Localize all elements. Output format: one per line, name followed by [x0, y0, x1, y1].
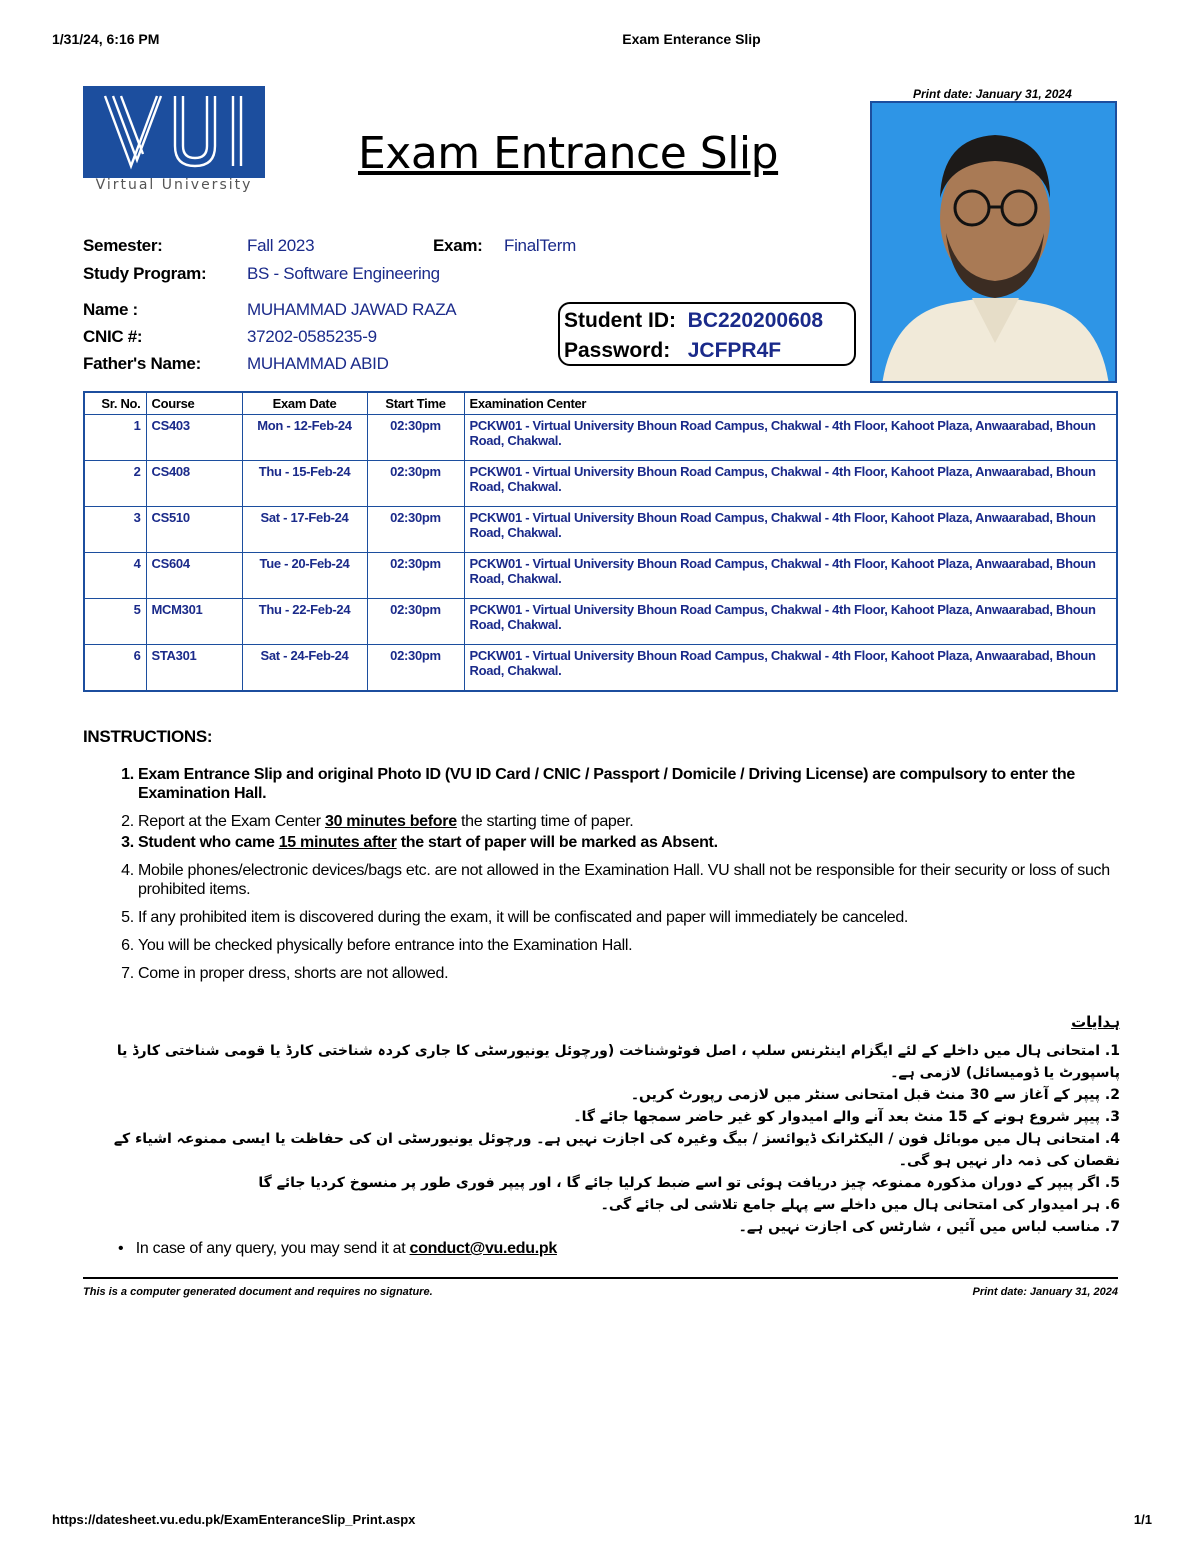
cell-course: CS510 — [146, 507, 242, 553]
urdu-instruction-item: 2. پیپر کے آغاز سے 30 منٹ قبل امتحانی سنٹر میں لازمی رپورٹ کریں۔ — [630, 1087, 1120, 1103]
instruction-item: 4. Mobile phones/electronic devices/bags etc. are not allowed in the Examination Hall. VU shall not be responsible for their security or loss of such prohibited items. — [138, 861, 1150, 899]
table-row — [84, 415, 1117, 461]
print-url: https://datesheet.vu.edu.pk/ExamEnteranceSlip_Print.aspx — [52, 1512, 416, 1527]
instructions-heading: INSTRUCTIONS: — [83, 727, 213, 746]
urdu-instruction-item: 4. امتحانی ہال میں موبائل فون / الیکٹرانک ڈیوائسز / بیگ وغیرہ کی اجازت نہیں ہے۔ ورچوئل یونیورسٹی ان کی حفاظت یا ایسی ممنوعہ اشیاء کے نقصان کی ذمہ دار نہیں ہو گی۔ — [113, 1131, 1120, 1169]
instruction-item — [138, 812, 1150, 831]
vu-logo-mark — [83, 86, 265, 178]
cell-date: Thu - 15-Feb-24 — [242, 461, 367, 507]
cell-course: CS408 — [146, 461, 242, 507]
student-id-value: BC220200608 — [687, 309, 824, 332]
cell-course: STA301 — [146, 645, 242, 691]
footer-divider — [83, 1277, 1118, 1279]
cell-center: PCKW01 - Virtual University Bhoun Road Campus, Chakwal - 4th Floor, Kahoot Plaza, Anwaarabad, Bhoun Road, Chakwal. — [464, 599, 1117, 645]
cell-time: 02:30pm — [367, 461, 464, 507]
cell-sr: 5 — [84, 599, 146, 645]
instruction-item: 5. If any prohibited item is discovered during the exam, it will be confiscated and paper will immediately be canceled. — [138, 908, 1150, 927]
instruction-text: Report at the Exam Center — [138, 813, 325, 830]
print-datetime: 1/31/24, 6:16 PM — [52, 31, 160, 47]
exam-value: FinalTerm — [504, 236, 576, 255]
table-row — [84, 599, 1117, 645]
name-label: Name : — [83, 300, 138, 319]
cell-date: Sat - 24-Feb-24 — [242, 645, 367, 691]
instruction-item: 7. Come in proper dress, shorts are not allowed. — [138, 964, 1150, 983]
student-id-label: Student ID: — [564, 309, 676, 332]
cell-time: 02:30pm — [367, 599, 464, 645]
instruction-item: 6. You will be checked physically before entrance into the Examination Hall. — [138, 936, 1150, 955]
urdu-instruction-item: 3. پیپر شروع ہونے کے 15 منٹ بعد آنے والے امیدوار کو غیر حاضر سمجھا جائے گا۔ — [573, 1109, 1120, 1125]
password-value: JCFPR4F — [687, 339, 782, 362]
instruction-emphasis: 30 minutes before — [324, 813, 457, 830]
cnic-value: 37202-0585235-9 — [247, 327, 377, 346]
vu-logo — [83, 86, 265, 194]
instruction-item — [138, 833, 1150, 852]
cell-time: 02:30pm — [367, 415, 464, 461]
urdu-instruction-item: 1. امتحانی ہال میں داخلے کے لئے ایگزام اینٹرنس سلپ ، اصل فوٹوشناخت (ورچوئل یونیورسٹی کا جاری کردہ شناختی کارڈ یا قومی شناختی کارڈ یا پاسپورٹ یا ڈومیسائل) لازمی ہے۔ — [116, 1043, 1120, 1081]
cell-time: 02:30pm — [367, 553, 464, 599]
cell-sr: 4 — [84, 553, 146, 599]
cell-sr: 2 — [84, 461, 146, 507]
instructions-list — [108, 765, 1150, 992]
semester-label: Semester: — [83, 236, 163, 255]
cell-center: PCKW01 - Virtual University Bhoun Road Campus, Chakwal - 4th Floor, Kahoot Plaza, Anwaarabad, Bhoun Road, Chakwal. — [464, 553, 1117, 599]
query-note — [118, 1240, 557, 1258]
cell-center: PCKW01 - Virtual University Bhoun Road Campus, Chakwal - 4th Floor, Kahoot Plaza, Anwaarabad, Bhoun Road, Chakwal. — [464, 461, 1117, 507]
table-row — [84, 553, 1117, 599]
header-center: Examination Center — [464, 392, 1117, 415]
urdu-instruction-item: 6. ہر امیدوار کی امتحانی ہال میں داخلے سے پہلے جامع تلاشی لی جائے گی۔ — [600, 1197, 1120, 1213]
footer-print-date: Print date: January 31, 2024 — [972, 1286, 1118, 1298]
cnic-label: CNIC #: — [83, 327, 143, 346]
header-course: Course — [146, 392, 242, 415]
cell-course: CS604 — [146, 553, 242, 599]
cell-sr: 3 — [84, 507, 146, 553]
print-page-title: Exam Enterance Slip — [622, 31, 761, 47]
name-value: MUHAMMAD JAWAD RAZA — [247, 300, 457, 319]
exam-label: Exam: — [433, 236, 483, 255]
header-sr: Sr. No. — [84, 392, 146, 415]
urdu-instruction-item: 7. مناسب لباس میں آئیں ، شارٹس کی اجازت نہیں ہے۔ — [738, 1219, 1120, 1235]
computer-generated-note: This is a computer generated document and requires no signature. — [83, 1286, 433, 1298]
cell-time: 02:30pm — [367, 507, 464, 553]
cell-sr: 6 — [84, 645, 146, 691]
table-row — [84, 507, 1117, 553]
exam-schedule-table — [83, 391, 1118, 692]
instruction-emphasis: 15 minutes after — [278, 834, 397, 851]
instruction-item: 1. Exam Entrance Slip and original Photo ID (VU ID Card / CNIC / Passport / Domicile / Driving License) are compulsory to enter the Examination Hall. — [138, 765, 1150, 803]
cell-center: PCKW01 - Virtual University Bhoun Road Campus, Chakwal - 4th Floor, Kahoot Plaza, Anwaarabad, Bhoun Road, Chakwal. — [464, 645, 1117, 691]
father-label: Father's Name: — [83, 354, 201, 373]
instruction-text: Student who came — [138, 834, 279, 851]
semester-value: Fall 2023 — [247, 236, 315, 255]
vu-logo-graphic — [83, 86, 265, 178]
cell-date: Thu - 22-Feb-24 — [242, 599, 367, 645]
print-page-number: 1/1 — [1133, 1512, 1152, 1527]
student-photo — [870, 101, 1117, 383]
program-value: BS - Software Engineering — [247, 264, 440, 283]
urdu-instruction-item: 5. اگر پیپر کے دوران مذکورہ ممنوعہ چیز دریافت ہوئی تو اسے ضبط کرلیا جائے گا ، اور پیپر فوری طور پر منسوخ کردیا جائے گا — [258, 1175, 1120, 1191]
page-title: Exam Entrance Slip — [358, 128, 779, 179]
vu-logo-caption: Virtual University — [95, 177, 253, 193]
cell-course: MCM301 — [146, 599, 242, 645]
instruction-text: the starting time of paper. — [456, 813, 634, 830]
print-date-top: Print date: January 31, 2024 — [913, 87, 1072, 101]
cell-sr: 1 — [84, 415, 146, 461]
cell-date: Mon - 12-Feb-24 — [242, 415, 367, 461]
credentials-box — [558, 302, 856, 366]
table-row — [84, 645, 1117, 691]
program-label: Study Program: — [83, 264, 207, 283]
cell-center: PCKW01 - Virtual University Bhoun Road Campus, Chakwal - 4th Floor, Kahoot Plaza, Anwaarabad, Bhoun Road, Chakwal. — [464, 507, 1117, 553]
table-header-row — [84, 392, 1117, 415]
password-label: Password: — [564, 339, 671, 362]
cell-date: Tue - 20-Feb-24 — [242, 553, 367, 599]
cell-course: CS403 — [146, 415, 242, 461]
table-row — [84, 461, 1117, 507]
instruction-text: the start of paper will be marked as Absent. — [396, 834, 718, 851]
cell-time: 02:30pm — [367, 645, 464, 691]
header-start-time: Start Time — [367, 392, 464, 415]
contact-email-link[interactable]: conduct@vu.edu.pk — [409, 1240, 557, 1257]
urdu-instructions-list — [85, 1040, 1120, 1238]
cell-date: Sat - 17-Feb-24 — [242, 507, 367, 553]
urdu-instructions-heading: ہدایات — [1071, 1014, 1120, 1031]
header-exam-date: Exam Date — [242, 392, 367, 415]
father-value: MUHAMMAD ABID — [247, 354, 389, 373]
query-text: In case of any query, you may send it at — [135, 1240, 410, 1257]
cell-center: PCKW01 - Virtual University Bhoun Road Campus, Chakwal - 4th Floor, Kahoot Plaza, Anwaarabad, Bhoun Road, Chakwal. — [464, 415, 1117, 461]
bullet-icon: • — [118, 1240, 124, 1257]
